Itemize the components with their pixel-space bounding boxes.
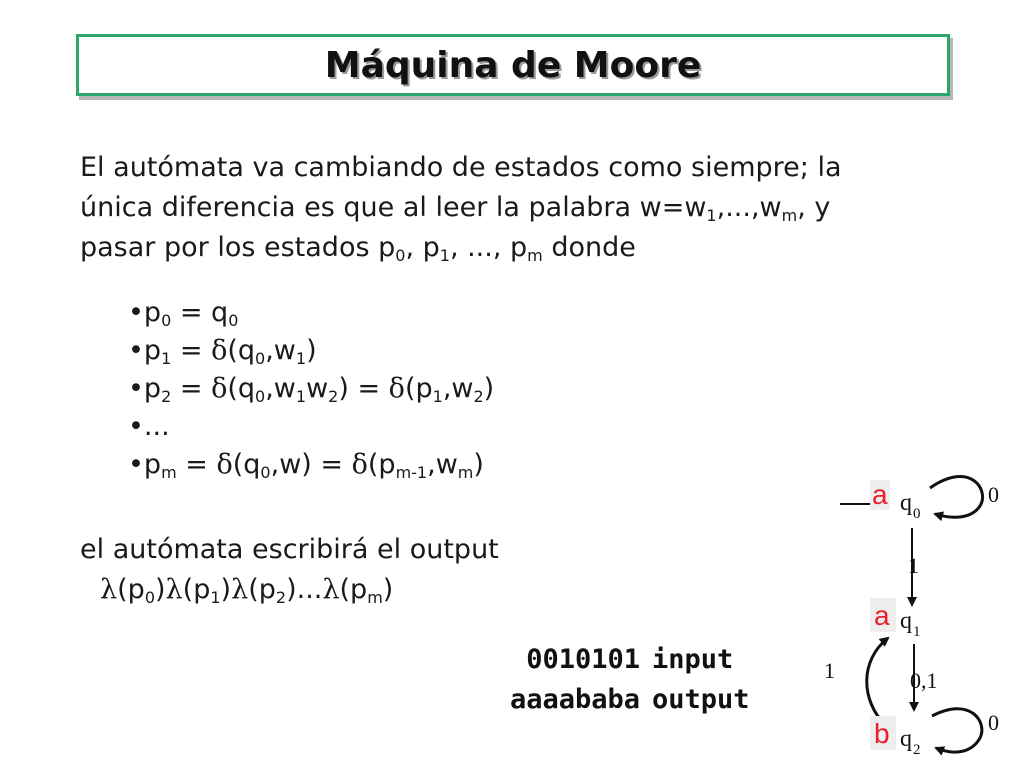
delta-symbol: δ [216,449,233,480]
label-q0-loop: 0 [988,482,999,507]
output-row [434,680,750,720]
state-q0 [870,479,921,522]
label-q1-q2: 0,1 [910,668,938,693]
intro-line-3: pasar por los estados $p_0$, $p_1$, ..., $p_m$ donde [80,232,636,265]
output-line: el autómata escribirá el output [80,534,499,565]
loop-q0 [930,477,983,518]
state-q2 [870,716,921,758]
label-q0-q1: 1 [908,553,919,578]
title-box [76,34,950,96]
input-row [434,640,750,680]
definition-list [128,294,494,484]
output-q1: a [874,600,890,631]
bullet-ellipsis: •... [128,411,170,442]
label-q2-loop: 0 [988,710,999,735]
state-name-q1: q [900,608,912,634]
io-example [434,640,750,720]
delta-symbol: δ [388,373,405,404]
intro-line-2: única diferencia es que al leer la palabra $w=w_1,...,w_m$, y [80,192,831,225]
moore-machine-diagram [820,460,1024,768]
input-label: input [652,644,734,675]
label-q2-q1: 1 [824,658,835,683]
intro-line-1: El autómata va cambiando de estados como siempre; la [80,152,842,183]
output-label: output [652,684,750,715]
state-sub-q0: 0 [913,506,921,522]
loop-q2 [932,709,982,752]
input-value: 0010101 [526,644,640,675]
lambda-sequence: $\lambda(p_0)\lambda(p_1)\lambda(p_2)...\lambda(p_m)$ [100,574,394,607]
output-q2: b [874,718,890,749]
delta-symbol: δ [211,335,228,366]
bullet-p0: $•p_0 = q_0$ [128,297,239,330]
state-name-q2: q [900,726,912,752]
delta-symbol: δ [351,449,368,480]
output-value: aaaababa [509,684,640,715]
slide-title: Máquina de Moore [324,44,702,86]
bullet-p2: $•p_2 = \delta(q_0,w_1w_2) = \delta(p_1,w_2)$ [128,373,495,406]
edge-q2-q1 [867,638,888,726]
bullet-pm: $•p_m = \delta(q_0,w) = \delta(p_{m-1},w_m)$ [128,449,484,482]
output-q0: a [872,479,888,510]
intro-paragraph [80,148,960,268]
state-sub-q2: 2 [913,742,921,758]
output-paragraph [80,530,499,610]
bullet-p1: $•p_1 = \delta(q_0,w_1)$ [128,335,317,368]
state-sub-q1: 1 [913,624,921,640]
state-name-q0: q [900,490,912,516]
delta-symbol: δ [211,373,228,404]
